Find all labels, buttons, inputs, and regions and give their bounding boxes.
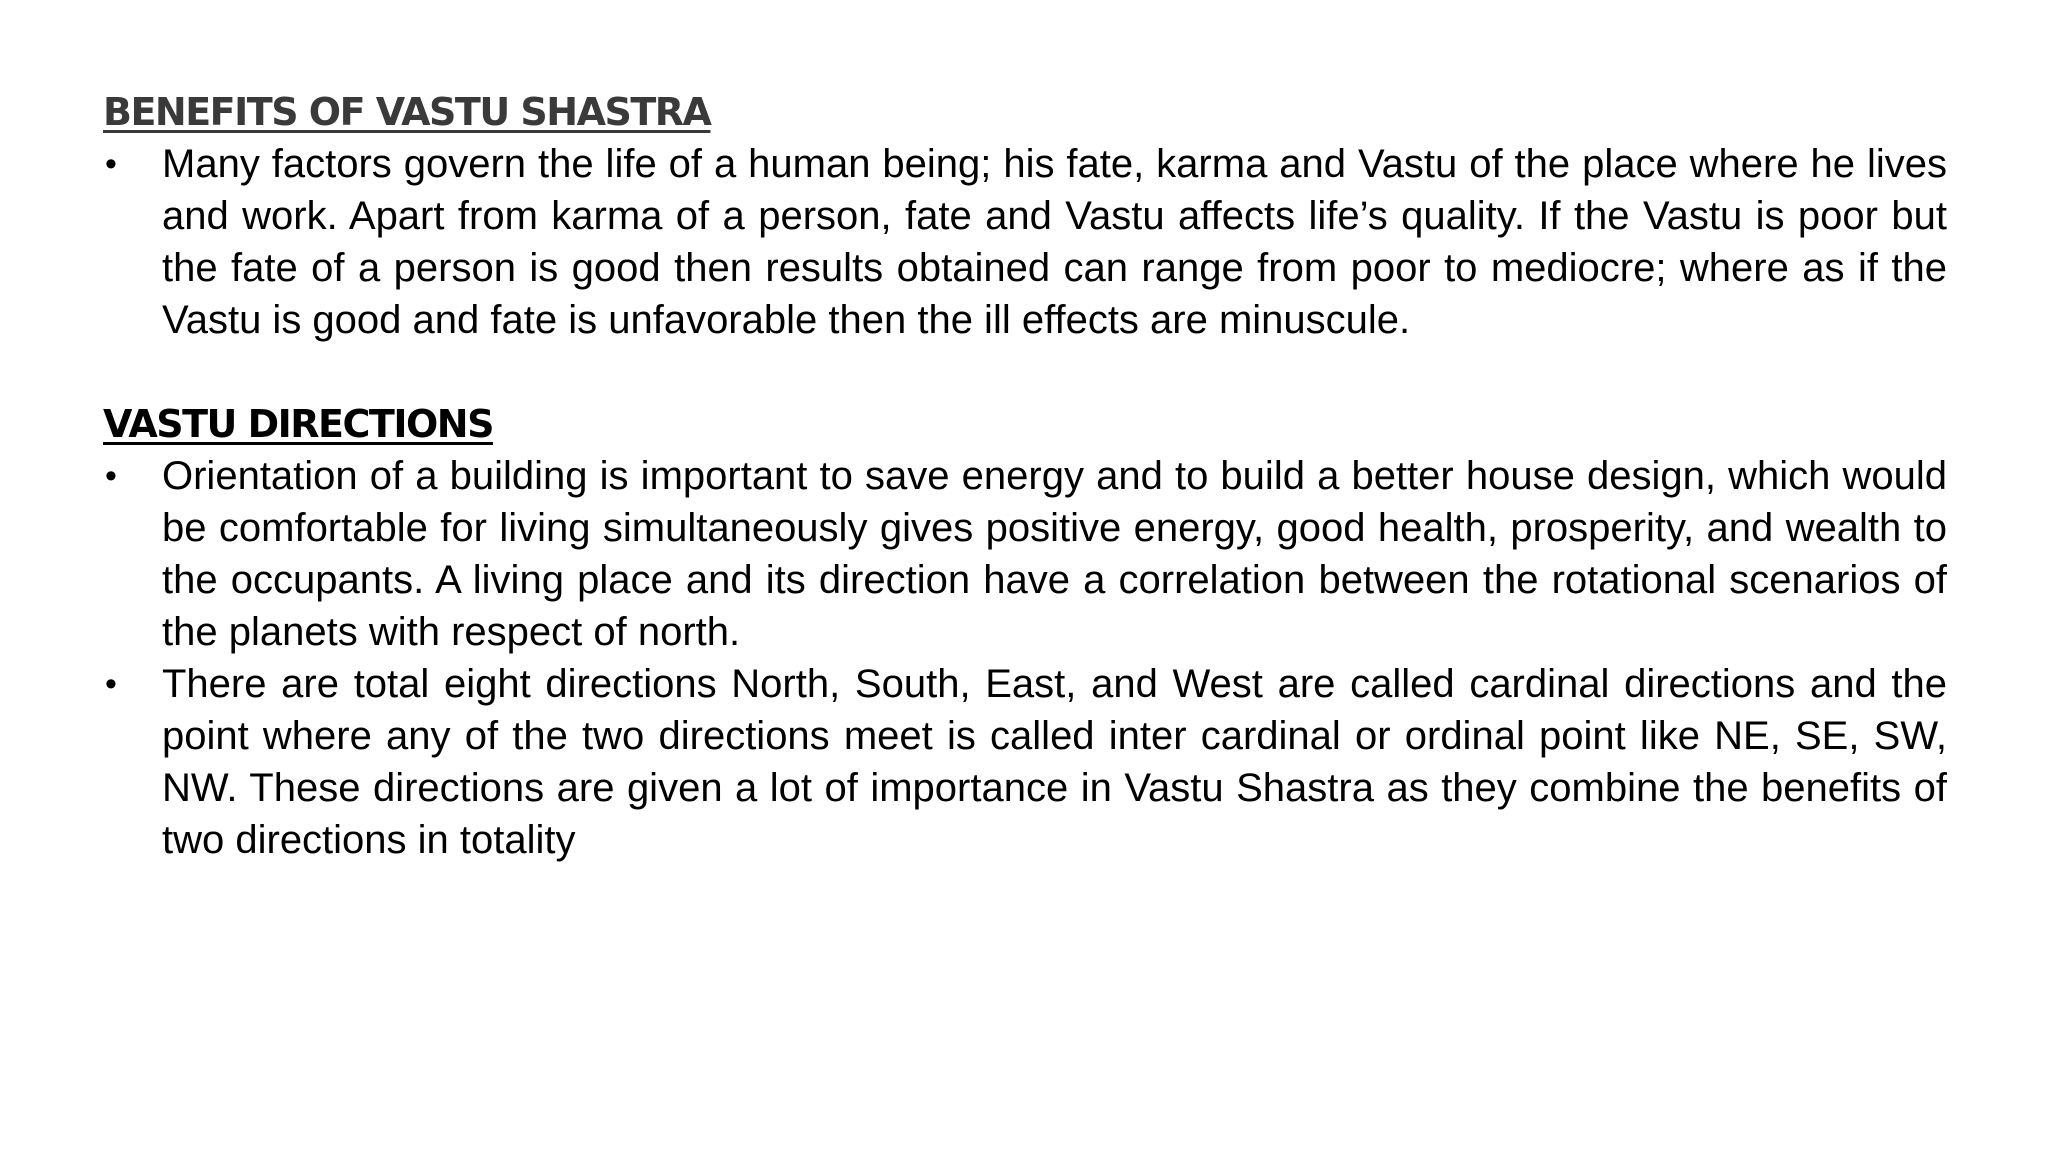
bullet-dot-icon: •: [105, 457, 117, 495]
section-benefits: [103, 86, 1947, 346]
bullet-list-directions: [103, 450, 1947, 866]
bullet-item: [103, 450, 1947, 658]
bullet-text: There are total eight directions North, South, East, and West are called cardinal directions and the point where any of the two directions meet is called inter cardinal or ordinal point like NE, SE, SW, NW. These directions are given a lot of importance in Vastu Shastra as they combine the benefits of two directions in totality: [162, 662, 1947, 862]
bullet-text: Orientation of a building is important to save energy and to build a better house design, which would be comfortable for living simultaneously gives positive energy, good health, prosperity, and wealth to the occupants. A living place and its direction have a correlation between the rotational scenarios of the planets with respect of north.: [162, 454, 1947, 654]
bullet-dot-icon: •: [105, 145, 117, 183]
bullet-item: [103, 138, 1947, 346]
heading-benefits: BENEFITS OF VASTU SHASTRA: [103, 90, 711, 134]
slide-content: [103, 86, 1947, 866]
bullet-item: [103, 658, 1947, 866]
bullet-text: Many factors govern the life of a human being; his fate, karma and Vastu of the place where he lives and work. Apart from karma of a person, fate and Vastu affects life’s quality. If the Vastu is poor but the fate of a person is good then results obtained can range from poor to mediocre; where as if the Vastu is good and fate is unfavorable then the ill effects are minuscule.: [162, 142, 1947, 342]
section-directions: [103, 398, 1947, 866]
bullet-dot-icon: •: [105, 665, 117, 703]
bullet-list-benefits: [103, 138, 1947, 346]
heading-directions: VASTU DIRECTIONS: [103, 402, 493, 446]
